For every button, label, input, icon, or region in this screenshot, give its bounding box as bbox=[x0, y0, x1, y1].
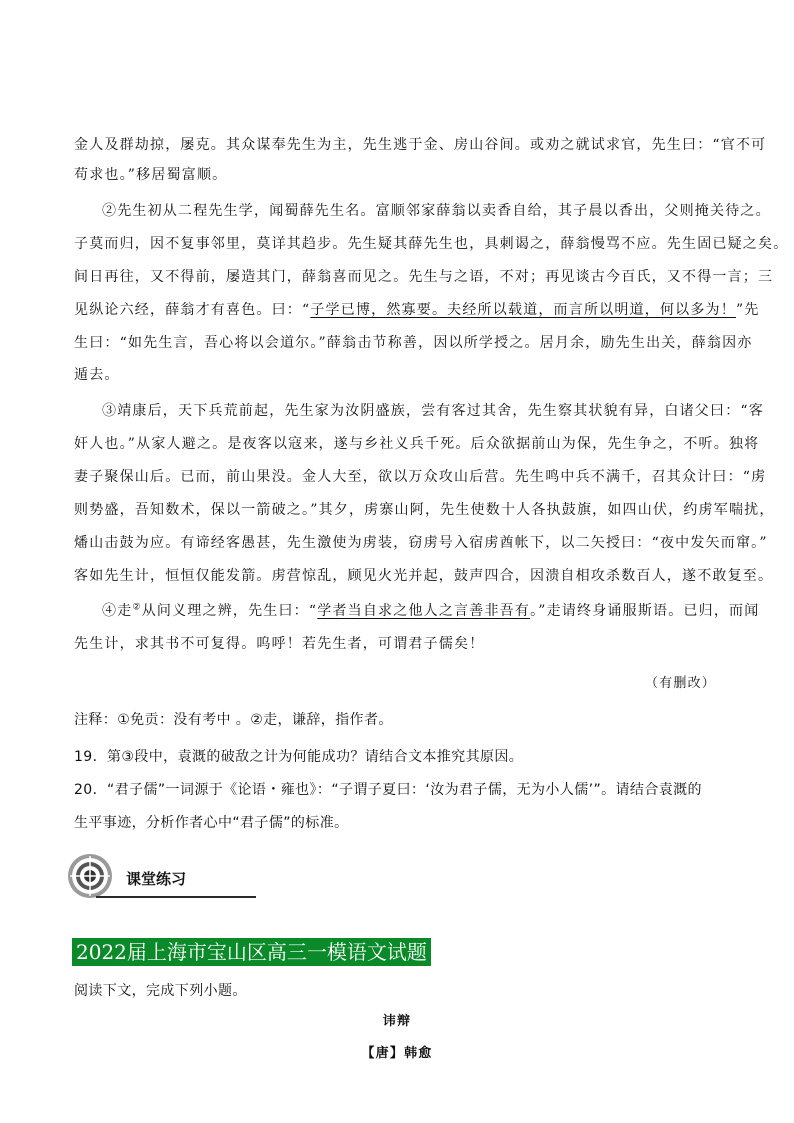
text-line: 子莫而归，因不复事邻里，莫详其趋步。先生疑其薛先生也，具刺谒之，薛翁慢骂不应。先生固已疑之矣。 bbox=[74, 236, 789, 252]
text-line: 苟求也。”移居蜀富顺。 bbox=[74, 167, 228, 183]
text-line bbox=[74, 299, 760, 319]
section-divider bbox=[96, 896, 256, 898]
footnote-marker: ② bbox=[132, 602, 142, 613]
edited-note: （有删改） bbox=[644, 676, 716, 691]
annotation: 注释：①免贡：没有考中 。②走，谦辞，指作者。 bbox=[74, 712, 393, 728]
underlined-quote: 学者当自求之他人之言善非吾有 bbox=[317, 603, 531, 619]
passage-author: 【唐】韩愈 bbox=[361, 1046, 433, 1061]
text-line: 客如先生计，恒恒仅能发箭。虏营惊乱，顾见火光并起，鼓声四合，因溃自相攻杀数百人，遂不敢复至。 bbox=[74, 568, 774, 584]
exam-title-banner: 2022届上海市宝山区高三一模语文试题 bbox=[72, 938, 431, 966]
text-span: ④走 bbox=[102, 603, 133, 619]
text-line: 燔山击鼓为应。有谛经客愚甚，先生激使为虏装，窃虏号入宿虏酋帐下，以二矢授曰：“夜中发矢而窜。” bbox=[74, 535, 768, 551]
text-line: 奸人也。”从家人避之。是夜客以寇来，遂与乡社义兵千死。后众欲据前山为保，先生争之，不听。独将 bbox=[74, 436, 760, 452]
question-20-cont: 生平事迹，分析作者心中“君子儒”的标准。 bbox=[74, 815, 349, 831]
text-span: 从问义理之辨，先生曰：“ bbox=[141, 603, 318, 619]
underlined-quote: 子学已博，然寡要。夫经所以载道，而言所以明道，何以多为！ bbox=[310, 302, 736, 318]
question-20: 20．“君子儒”一词源于《论语・雍也》：“子谓子夏曰：‘汝为君子儒，无为小人儒’”。请结合袁溉的 bbox=[74, 782, 702, 798]
text-line: 遁去。 bbox=[74, 367, 120, 383]
section-title: 课堂练习 bbox=[126, 870, 187, 888]
text-line: 则势盛，吾知数术，保以一箭破之。”其夕，虏寨山阿，先生使数十人各执鼓旗，如四山伏，约虏军喘扰， bbox=[74, 502, 775, 518]
text-line: 先生计，求其书不可复得。呜呼！若先生者，可谓君子儒矣！ bbox=[74, 636, 485, 652]
text-span: 见纵论六经，薛翁才有喜色。曰：“ bbox=[74, 302, 311, 318]
text-span: 。”走请终身诵服斯语。已归，而闻 bbox=[530, 603, 760, 619]
target-icon bbox=[66, 852, 114, 900]
paragraph-3-start: ③靖康后，天下兵荒前起，先生家为汝阴盛族，尝有客过其舍，先生察其状貌有异，白诸父曰：“客 bbox=[102, 403, 764, 419]
text-line: 妻子聚保山后。已而，前山果没。金人大至，欲以万众攻山后营。先生鸣中兵不满千，召其众计曰：“虏 bbox=[74, 469, 767, 485]
passage-title: 讳辩 bbox=[382, 1014, 412, 1029]
text-line: 生曰：“如先生言，吾心将以会道尔。”薛翁击节称善，因以所学授之。居月余，励先生出关，薛翁因亦 bbox=[74, 335, 753, 351]
text-line: 间日再往，又不得前，屡造其门，薛翁喜而见之。先生与之语，不对；再见谈古今百氏，又不得一言；三 bbox=[74, 269, 774, 285]
text-line: 金人及群劫掠，屡克。其众谋奉先生为主，先生逃于金、房山谷间。或劝之就试求官，先生曰：“官不可 bbox=[74, 137, 767, 153]
paragraph-2-start: ②先生初从二程先生学，闻蜀薛先生名。富顺邻家薛翁以卖香自给，其子晨以香出，父则掩关待之。 bbox=[102, 203, 771, 219]
question-19: 19．第③段中，袁溉的破敌之计为何能成功？请结合文本推究其原因。 bbox=[74, 749, 524, 765]
section-header bbox=[66, 850, 726, 906]
text-span: ”先 bbox=[735, 302, 760, 318]
paragraph-4-start bbox=[102, 600, 759, 620]
instruction: 阅读下文，完成下列小题。 bbox=[74, 983, 247, 999]
